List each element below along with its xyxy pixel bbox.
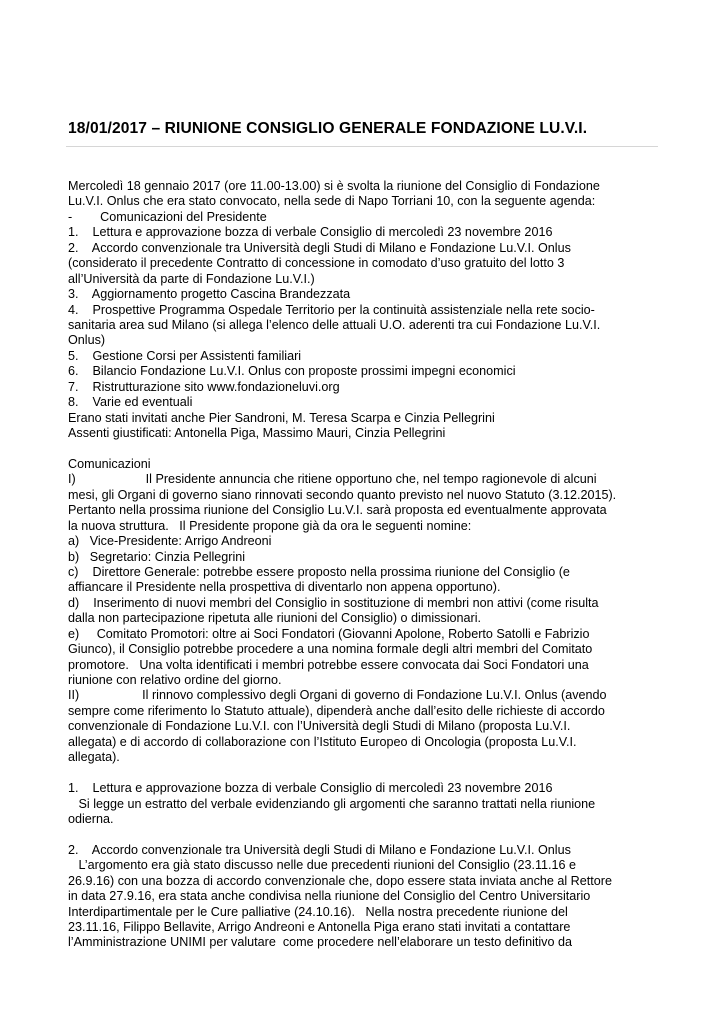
text-line: Giunco), il Consiglio potrebbe procedere a una nomina formale degli altri membri del Comitato <box>68 642 593 657</box>
text-line: promotore. Una volta identificati i membri potrebbe essere convocata dai Soci Fondatori una <box>68 657 589 672</box>
text-line: 6. Bilancio Fondazione Lu.V.I. Onlus con proposte prossimi impegni economici <box>68 364 516 379</box>
text-line: Interdipartimentale per le Cure palliative (24.10.16). Nella nostra precedente riunione del <box>68 904 568 919</box>
text-line: Si legge un estratto del verbale evidenziando gli argomenti che saranno trattati nella riunione <box>68 796 596 811</box>
paragraph-gap <box>68 827 668 842</box>
text-line: Lu.V.I. Onlus che era stato convocato, nella sede di Napo Torriani 10, con la seguente agenda: <box>68 194 596 209</box>
text-line: sanitaria area sud Milano (si allega l’elenco delle attuali U.O. aderenti tra cui Fondazione Lu.V.I. <box>68 317 601 332</box>
title-divider <box>66 146 658 147</box>
text-line: 8. Varie ed eventuali <box>68 395 193 410</box>
text-line: Mercoledì 18 gennaio 2017 (ore 11.00-13.00) si è svolta la riunione del Consiglio di Fondazione <box>68 179 600 193</box>
text-line: (considerato il precedente Contratto di concessione in comodato d’uso gratuito del lotto 3 <box>68 256 565 271</box>
text-line: a) Vice-Presidente: Arrigo Andreoni <box>68 534 272 549</box>
text-line: la nuova struttura. Il Presidente propone già da ora le seguenti nomine: <box>68 518 472 533</box>
text-line: L’argomento era già stato discusso nelle due precedenti riunioni del Consiglio (23.11.16 e <box>68 858 577 873</box>
text-line: allegata) e di accordo di collaborazione con l’Istituto Europeo di Oncologia (proposta Lu.V.I. <box>68 734 577 749</box>
text-line: 5. Gestione Corsi per Assistenti familiari <box>68 348 302 363</box>
text-line: b) Segretario: Cinzia Pellegrini <box>68 549 246 564</box>
text-line: Pertanto nella prossima riunione del Consiglio Lu.V.I. sarà proposta ed eventualmente approvata <box>68 503 607 518</box>
paragraph-gap <box>68 766 668 781</box>
text-line: II) Il rinnovo complessivo degli Organi di governo di Fondazione Lu.V.I. Onlus (avendo <box>68 688 607 703</box>
text-line: Assenti giustificati: Antonella Piga, Massimo Mauri, Cinzia Pellegrini <box>68 426 446 440</box>
text-line: mesi, gli Organi di governo siano rinnovati secondo quanto previsto nel nuovo Statuto (3.12.2015). <box>68 487 617 502</box>
text-line: Erano stati invitati anche Pier Sandroni, M. Teresa Scarpa e Cinzia Pellegrini <box>68 410 495 425</box>
text-line: e) Comitato Promotori: oltre ai Soci Fondatori (Giovanni Apolone, Roberto Satolli e Fabrizio <box>68 626 590 641</box>
text-line: allegata). <box>68 750 120 765</box>
text-line: 1. Lettura e approvazione bozza di verbale Consiglio di mercoledì 23 novembre 2016 <box>68 781 553 796</box>
text-line: - Comunicazioni del Presidente <box>68 209 267 224</box>
text-line: c) Direttore Generale: potrebbe essere proposto nella prossima riunione del Consiglio (e <box>68 564 570 579</box>
text-line: 2. Accordo convenzionale tra Università degli Studi di Milano e Fondazione Lu.V.I. Onlus <box>68 240 571 255</box>
text-line: l’Amministrazione UNIMI per valutare come procedere nell’elaborare un testo definitivo da <box>68 935 572 950</box>
text-line: d) Inserimento di nuovi membri del Consiglio in sostituzione di membri non attivi (come risulta <box>68 595 599 610</box>
text-line: riunione con relativo ordine del giorno. <box>68 673 282 687</box>
text-line: 3. Aggiornamento progetto Cascina Brandezzata <box>68 287 351 302</box>
text-line: 2. Accordo convenzionale tra Università degli Studi di Milano e Fondazione Lu.V.I. Onlus <box>68 842 571 857</box>
text-line: in data 27.9.16, era stata anche condivisa nella riunione del Consiglio del Centro Universitario <box>68 889 591 904</box>
text-line: 26.9.16) con una bozza di accordo convenzionale che, dopo essere stata inviata anche al Rettore <box>68 873 612 888</box>
text-line: odierna. <box>68 811 114 826</box>
text-line: Onlus) <box>68 333 106 348</box>
text-line: sempre come riferimento lo Statuto attuale), dipenderà anche dall’esito delle richieste di accordo <box>68 703 605 718</box>
document-body <box>68 179 668 951</box>
text-line: 1. Lettura e approvazione bozza di verbale Consiglio di mercoledì 23 novembre 2016 <box>68 225 553 240</box>
page-title: 18/01/2017 – RIUNIONE CONSIGLIO GENERALE FONDAZIONE LU.V.I. <box>68 120 588 137</box>
text-line: all’Università da parte di Fondazione Lu.V.I.) <box>68 271 315 286</box>
text-line: convenzionale di Fondazione Lu.V.I. con l’Università degli Studi di Milano (proposta Lu.V.I. <box>68 719 571 734</box>
text-line: 23.11.16, Filippo Bellavite, Arrigo Andreoni e Antonella Piga erano stati invitati a contattare <box>68 920 571 934</box>
paragraph-gap <box>68 441 668 456</box>
text-line: affiancare il Presidente nella prospettiva di diventarlo non appena opportuno). <box>68 580 501 595</box>
text-line: dalla non partecipazione ripetuta alle riunioni del Consiglio) o dimissionari. <box>68 611 482 626</box>
text-line: 4. Prospettive Programma Ospedale Territorio per la continuità assistenziale nella rete socio- <box>68 302 595 317</box>
text-line: I) Il Presidente annuncia che ritiene opportuno che, nel tempo ragionevole di alcuni <box>68 472 597 487</box>
text-line: Comunicazioni <box>68 456 151 471</box>
text-line: 7. Ristrutturazione sito www.fondazioneluvi.org <box>68 379 340 394</box>
